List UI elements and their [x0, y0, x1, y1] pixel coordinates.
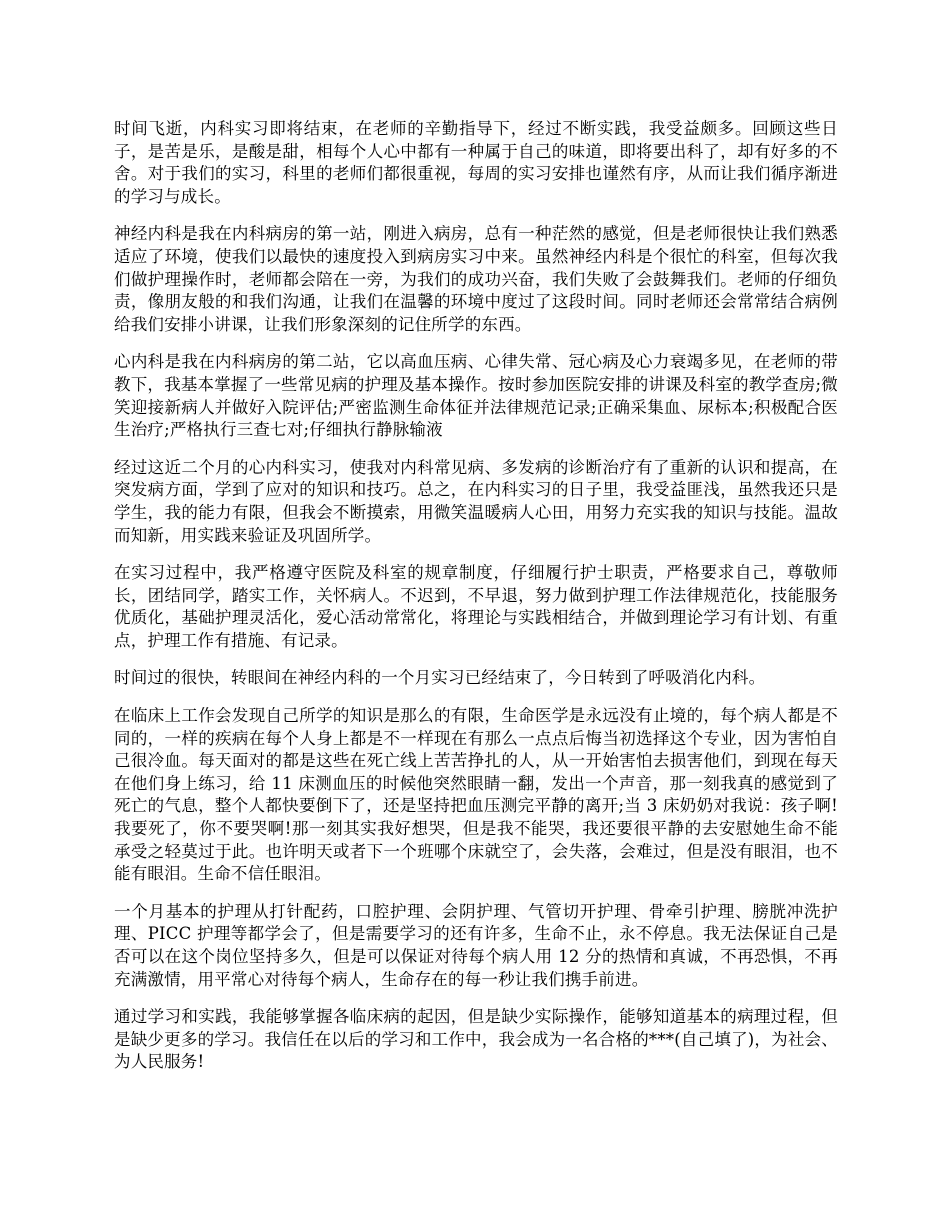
- paragraph-4: 经过这近二个月的心内科实习，使我对内科常见病、多发病的诊断治疗有了重新的认识和提高，在突发病方面，学到了应对的知识和技巧。总之，在内科实习的日子里，我受益匪浅，虽然我还只是学生，我的能力有限，但我会不断摸索，用微笑温暖病人心田，用努力充实我的知识与技能。温故而知新，用实践来验证及巩固所学。: [114, 457, 838, 545]
- paragraph-1: 时间飞逝，内科实习即将结束，在老师的辛勤指导下，经过不断实践，我受益颇多。回顾这些日子，是苦是乐，是酸是甜，相每个人心中都有一种属于自己的味道，即将要出科了，却有好多的不舍。对于我们的实习，科里的老师们都很重视，每周的实习安排也谨然有序，从而让我们循序渐进的学习与成长。: [114, 119, 838, 206]
- paragraph-6: 时间过的很快，转眼间在神经内科的一个月实习已经结束了，今日转到了呼吸消化内科。: [114, 668, 766, 688]
- paragraph-3: 心内科是我在内科病房的第二站，它以高血压病、心律失常、冠心病及心力衰竭多见，在老师的带教下，我基本掌握了一些常见病的护理及基本操作。按时参加医院安排的讲课及科室的教学查房;微笑迎接新病人并做好入院评估;严密监测生命体征并法律规范记录;正确采集血、尿标本;积极配合医生治疗;严格执行三查七对;仔细执行静脉输液: [114, 352, 838, 440]
- paragraph-2: 神经内科是我在内科病房的第一站，刚进入病房，总有一种茫然的感觉，但是老师很快让我们熟悉适应了环境，使我们以最快的速度投入到病房实习中来。虽然神经内科是个很忙的科室，但每次我们做护理操作时，老师都会陪在一旁，为我们的成功兴奋，我们失败了会鼓舞我们。老师的仔细负责，像朋友般的和我们沟通，让我们在温馨的环境中度过了这段时间。同时老师还会常常结合病例给我们安排小讲课，让我们形象深刻的记住所学的东西。: [114, 224, 838, 334]
- document-body: [114, 118, 838, 1089]
- paragraph-5: 在实习过程中，我严格遵守医院及科室的规章制度，仔细履行护士职责，严格要求自己，尊敬师长，团结同学，踏实工作，关怀病人。不迟到，不早退，努力做到护理工作法律规范化，技能服务优质化，基础护理灵活化，爱心活动常常化，将理论与实践相结合，并做到理论学习有计划、有重点，护理工作有措施、有记录。: [114, 563, 838, 650]
- paragraph-9: 通过学习和实践，我能够掌握各临床病的起因，但是缺少实际操作，能够知道基本的病理过程，但是缺少更多的学习。我信任在以后的学习和工作中，我会成为一名合格的***(自己填了)，为社会、为人民服务!: [114, 1007, 838, 1072]
- paragraph-8: 一个月基本的护理从打针配药，口腔护理、会阴护理、气管切开护理、骨牵引护理、膀胱冲洗护理、PICC 护理等都学会了，但是需要学习的还有许多，生命不止，永不停息。我无法保证自己是否可以在这个岗位坚持多久，但是可以保证对待每个病人用 12 分的热情和真诚，不再恐惧，不再充满激情，用平常心对待每个病人，生命存在的每一秒让我们携手前进。: [114, 901, 838, 989]
- paragraph-7: 在临床上工作会发现自己所学的知识是那么的有限，生命医学是永远没有止境的，每个病人都是不同的，一样的疾病在每个人身上都是不一样现在有那么一点点后悔当初选择这个专业，因为害怕自己很冷血。每天面对的都是这些在死亡线上苦苦挣扎的人，从一开始害怕去损害他们，到现在每天在他们身上练习，给 11 床测血压的时候他突然眼睛一翻，发出一个声音，那一刻我真的感觉到了死亡的气息，整个人都快要倒下了，还是坚持把血压测完平静的离开;当 3 床奶奶对我说：孩子啊!我要死了，你不要哭啊!那一刻其实我好想哭，但是我不能哭，我还要很平静的去安慰她生命不能承受之轻莫过于此。也许明天或者下一个班哪个床就空了，会失落，会难过，但是没有眼泪，也不能有眼泪。生命不信任眼泪。: [114, 706, 838, 884]
